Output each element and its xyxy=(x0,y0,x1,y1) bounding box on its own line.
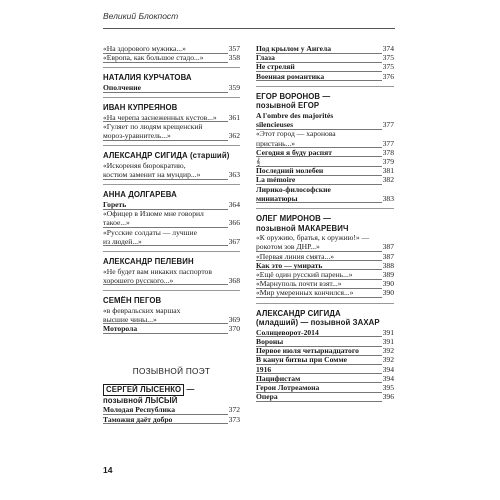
toc-entry[interactable]: Глаза 375 xyxy=(256,53,394,63)
author-name: ОЛЕГ МИРОНОВ — xyxy=(256,214,332,224)
toc-entry-line1[interactable]: A l'ombre des majorités xyxy=(256,111,334,120)
author-name: АЛЕКСАНДР ПЕЛЕВИН xyxy=(103,257,194,267)
toc-entry[interactable]: silencieuses 377 xyxy=(256,120,394,130)
author-name: СЕМЁН ПЕГОВ xyxy=(103,296,162,306)
toc-entry[interactable]: такое...» 366 xyxy=(103,218,240,228)
toc-entry-line1[interactable]: «Этот город — харонова xyxy=(256,129,336,139)
author-callsign: (младший) — позывной ЗАХАР xyxy=(256,318,380,328)
toc-entry-line1[interactable]: «Гуляет по людям крещенский xyxy=(103,122,203,131)
toc-entry[interactable]: «Европа, как большое стадо...» 358 xyxy=(103,53,240,63)
author-callsign: позывной ЛЫСЫЙ xyxy=(103,395,178,405)
divider xyxy=(256,303,394,304)
toc-entry[interactable]: В канун битвы при Сомме 392 xyxy=(256,355,394,365)
toc-entry[interactable]: «Марнуполь почти взят...» 390 xyxy=(256,279,394,289)
author-name: СЕРГЕЙ ЛЫСЕНКО — xyxy=(103,384,240,396)
author-name: АННА ДОЛГАРЕВА xyxy=(103,190,177,200)
toc-entry[interactable]: Таможня даёт добро 373 xyxy=(103,414,240,424)
author-name: АЛЕКСАНДР СИГИДА xyxy=(256,308,341,318)
toc-entry[interactable]: Опера 396 xyxy=(256,392,394,402)
toc-entry[interactable]: 𝄞 379 xyxy=(256,157,394,167)
toc-entry[interactable]: «Ещё один русский парень...» 389 xyxy=(256,270,394,280)
toc-entry[interactable]: Сегодня я буду распят 378 xyxy=(256,147,394,157)
toc-entry[interactable]: Герои Лотреамона 395 xyxy=(256,383,394,393)
toc-entry[interactable]: Не стреляй 375 xyxy=(256,62,394,72)
author-name: АЛЕКСАНДР СИГИДА (старший) xyxy=(103,151,230,161)
divider xyxy=(103,184,240,185)
section-title: ПОЗЫВНОЙ ПОЭТ xyxy=(132,367,211,377)
toc-entry[interactable]: костюм заменит на мундир...» 363 xyxy=(103,170,240,180)
divider xyxy=(103,145,240,146)
toc-entry[interactable]: Военная романтика 376 xyxy=(256,71,394,81)
divider xyxy=(103,251,240,252)
toc-entry[interactable]: Под крылом у Ангела 374 xyxy=(256,44,394,53)
toc-entry[interactable]: Как это — умирать 388 xyxy=(256,260,394,270)
toc-entry[interactable]: Солнцеворот-2014 391 xyxy=(256,327,394,337)
toc-entry[interactable]: миниатюры 383 xyxy=(256,193,394,203)
author-callsign: позывной ЕГОР xyxy=(256,101,320,111)
toc-entry[interactable]: пристань...» 377 xyxy=(256,138,394,148)
divider xyxy=(256,208,394,209)
running-head: Великий Блокпост xyxy=(103,11,179,21)
toc-entry[interactable]: Вороны 391 xyxy=(256,337,394,347)
page-number: 14 xyxy=(103,465,113,475)
toc-entry[interactable]: «На черепа заснеженных кустов...» 361 xyxy=(103,112,240,122)
toc-entry[interactable]: Молодая Республика 372 xyxy=(103,405,240,415)
divider xyxy=(103,290,240,291)
toc-entry[interactable]: La mémoire 382 xyxy=(256,175,394,185)
spacer xyxy=(103,376,240,384)
toc-entry[interactable]: Первое июля четырнадцатого 392 xyxy=(256,346,394,356)
toc-entry[interactable]: из людей...» 367 xyxy=(103,236,240,246)
boxed-author-name: СЕРГЕЙ ЛЫСЕНКО xyxy=(103,384,184,396)
toc-entry[interactable]: Ополчение 359 xyxy=(103,83,240,92)
toc-entry-line1[interactable]: «Не будет вам никаких паспортов xyxy=(103,266,212,276)
toc-entry[interactable]: Последний молебен 381 xyxy=(256,166,394,176)
toc-entry[interactable]: рокотом зов ДНР...» 387 xyxy=(256,242,394,252)
divider xyxy=(103,67,240,68)
author-name: ИВАН КУПРЕЯНОВ xyxy=(103,103,178,113)
divider xyxy=(256,86,394,87)
toc-entry[interactable]: «Первая линия смята...» 387 xyxy=(256,251,394,261)
author-name: ЕГОР ВОРОНОВ — xyxy=(256,91,331,101)
toc-entry[interactable]: высшие чины...» 369 xyxy=(103,314,240,324)
toc-entry-line1[interactable]: «Офицер в Изюме мне говорил xyxy=(103,209,204,219)
toc-right-column xyxy=(256,44,394,401)
divider xyxy=(103,97,240,98)
toc-entry[interactable]: хорошего русского...» 368 xyxy=(103,275,240,285)
toc-entry[interactable]: Гореть 364 xyxy=(103,200,240,209)
toc-entry-line1[interactable]: Лирико-философские xyxy=(256,184,331,194)
toc-entry-line1[interactable]: «К оружию, братья, к оружию!» — xyxy=(256,233,370,243)
toc-entry[interactable]: Пацифистам 394 xyxy=(256,373,394,383)
toc-entry[interactable]: 1916 394 xyxy=(256,364,394,374)
toc-entry-line1[interactable]: «в февральских маршах xyxy=(103,305,181,315)
toc-entry[interactable]: Моторола 370 xyxy=(103,324,240,334)
author-callsign: позывной МАКАРЕВИЧ xyxy=(256,223,349,233)
toc-entry[interactable]: «На здорового мужика...» 357 xyxy=(103,44,240,53)
toc-entry-line1[interactable]: «Искореняя бюрократию, xyxy=(103,161,186,170)
header-rule xyxy=(103,28,395,29)
treble-clef-icon: 𝄞 xyxy=(256,157,382,166)
author-name: НАТАЛИЯ КУРЧАТОВА xyxy=(103,73,192,83)
spacer xyxy=(103,333,240,367)
toc-entry[interactable]: «Мир умеренных кончился...» 390 xyxy=(256,288,394,298)
toc-left-column xyxy=(103,44,240,424)
toc-entry-line1[interactable]: «Русские солдаты — лучшие xyxy=(103,227,197,237)
toc-entry[interactable]: мороз-уравнитель...» 362 xyxy=(103,131,240,141)
